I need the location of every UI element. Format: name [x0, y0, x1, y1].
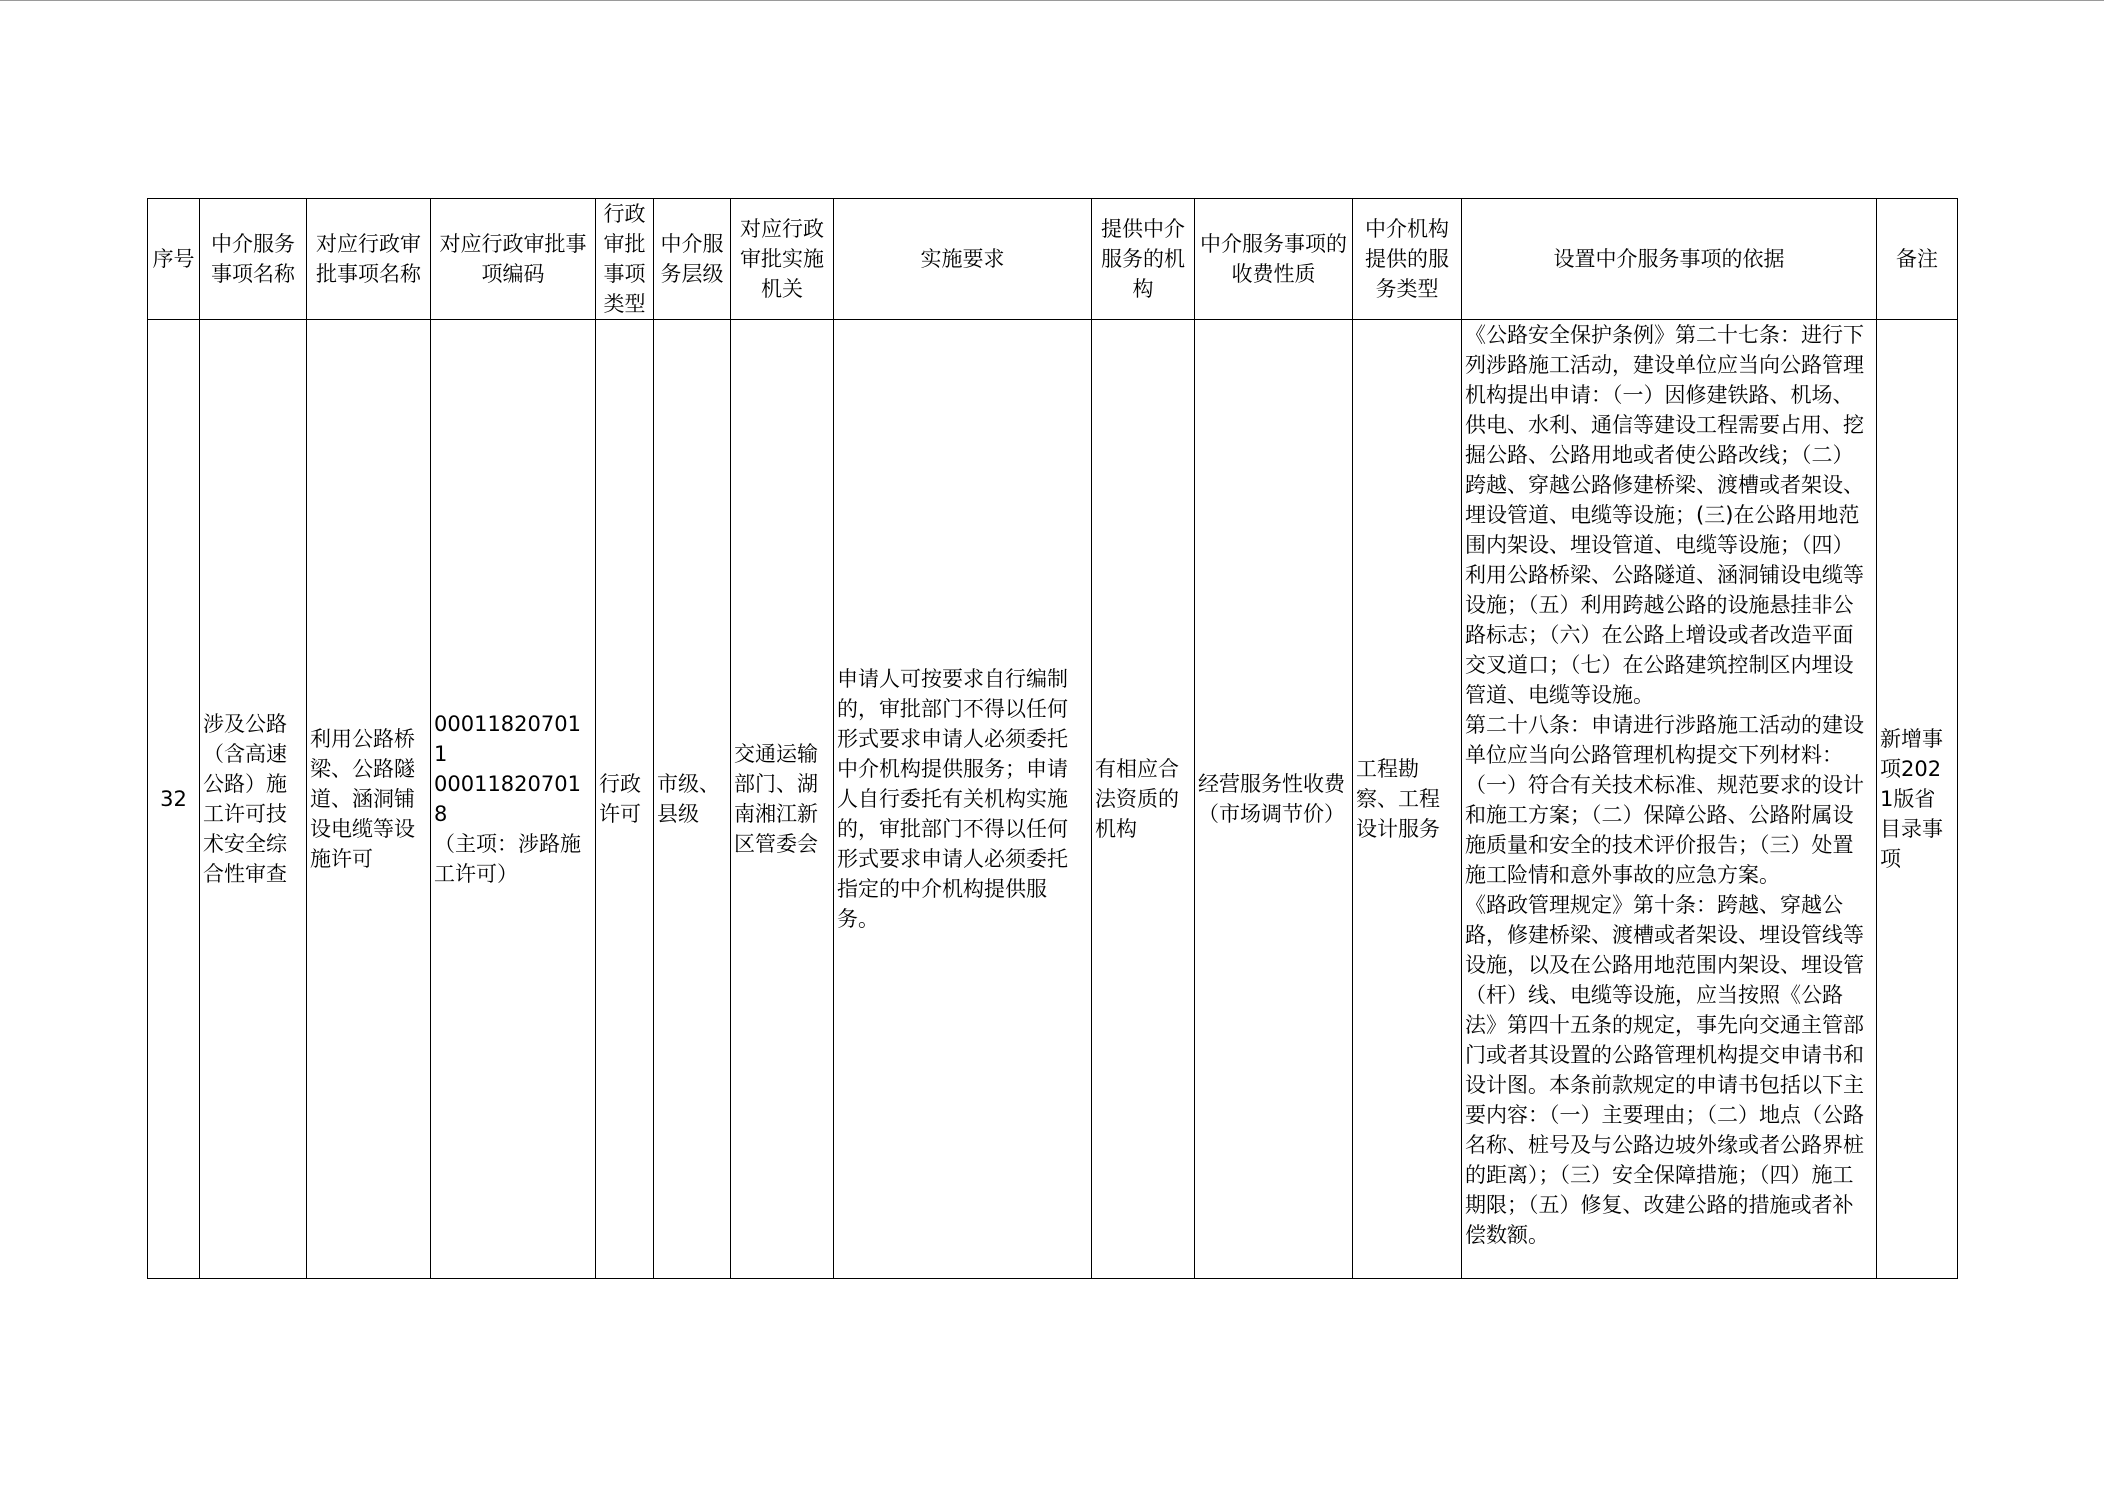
header-agency: 对应行政审批实施机关 [731, 199, 834, 320]
cell-fee-nature: 经营服务性收费（市场调节价） [1195, 320, 1353, 1279]
header-service-level: 中介服务层级 [654, 199, 731, 320]
approval-code-1: 000118207011 [434, 712, 581, 766]
basis-paragraph-2: 第二十八条：申请进行涉路施工活动的建设单位应当向公路管理机构提交下列材料：（一）符合有关技术标准、规范要求的设计和施工方案；（二）保障公路、公路附属设施质量和安全的技术评价报告；（三）处置施工险情和意外事故的应急方案。 [1465, 713, 1864, 887]
basis-paragraph-1: 《公路安全保护条例》第二十七条：进行下列涉路施工活动，建设单位应当向公路管理机构提出申请：（一）因修建铁路、机场、供电、水利、通信等建设工程需要占用、挖掘公路、公路用地或者使公路改线；（二）跨越、穿越公路修建桥梁、渡槽或者架设、埋设管道、电缆等设施；(三)在公路用地范围内架设、埋设管道、电缆等设施；（四）利用公路桥梁、公路隧道、涵洞铺设电缆等设施；（五）利用跨越公路的设施悬挂非公路标志；（六）在公路上增设或者改造平面交叉道口；（七）在公路建筑控制区内埋设管道、电缆等设施。 [1465, 323, 1864, 707]
cell-agency: 交通运输部门、湖南湘江新区管委会 [731, 320, 834, 1279]
header-approval-name: 对应行政审批事项名称 [307, 199, 431, 320]
header-fee-nature: 中介服务事项的收费性质 [1195, 199, 1353, 320]
cell-basis [1462, 320, 1877, 1279]
header-service-name: 中介服务事项名称 [200, 199, 307, 320]
header-service-type: 中介机构提供的服务类型 [1353, 199, 1462, 320]
page-top-border [0, 0, 2104, 1]
header-remarks: 备注 [1877, 199, 1958, 320]
cell-approval-type: 行政许可 [596, 320, 654, 1279]
cell-seq: 32 [148, 320, 200, 1279]
table-header-row [148, 199, 1958, 320]
intermediary-services-table [147, 198, 1958, 1279]
cell-requirements: 申请人可按要求自行编制的，审批部门不得以任何形式要求申请人必须委托中介机构提供服务；申请人自行委托有关机构实施的，审批部门不得以任何形式要求申请人必须委托指定的中介机构提供服务。 [834, 320, 1092, 1279]
header-approval-type: 行政审批事项类型 [596, 199, 654, 320]
basis-paragraph-3: 《路政管理规定》第十条：跨越、穿越公路，修建桥梁、渡槽或者架设、埋设管线等设施，以及在公路用地范围内架设、埋设管（杆）线、电缆等设施，应当按照《公路法》第四十五条的规定，事先向交通主管部门或者其设置的公路管理机构提交申请书和设计图。本条前款规定的申请书包括以下主要内容：（一）主要理由；（二）地点（公路名称、桩号及与公路边坡外缘或者公路界桩的距离）；（三）安全保障措施；（四）施工期限；（五）修复、改建公路的措施或者补偿数额。 [1465, 893, 1864, 1247]
approval-code-2: 000118207018 [434, 772, 581, 826]
cell-service-type: 工程勘察、工程设计服务 [1353, 320, 1462, 1279]
cell-service-name: 涉及公路（含高速公路）施工许可技术安全综合性审查 [200, 320, 307, 1279]
cell-provider: 有相应合法资质的机构 [1092, 320, 1195, 1279]
header-seq: 序号 [148, 199, 200, 320]
cell-approval-name: 利用公路桥梁、公路隧道、涵洞铺设电缆等设施许可 [307, 320, 431, 1279]
header-approval-code: 对应行政审批事项编码 [431, 199, 596, 320]
cell-remarks: 新增事项2021版省目录事项 [1877, 320, 1958, 1279]
header-basis: 设置中介服务事项的依据 [1462, 199, 1877, 320]
header-provider: 提供中介服务的机构 [1092, 199, 1195, 320]
table-row [148, 320, 1958, 1279]
header-requirements: 实施要求 [834, 199, 1092, 320]
cell-service-level: 市级、县级 [654, 320, 731, 1279]
approval-code-note: （主项：涉路施工许可） [434, 832, 581, 886]
cell-approval-code [431, 320, 596, 1279]
